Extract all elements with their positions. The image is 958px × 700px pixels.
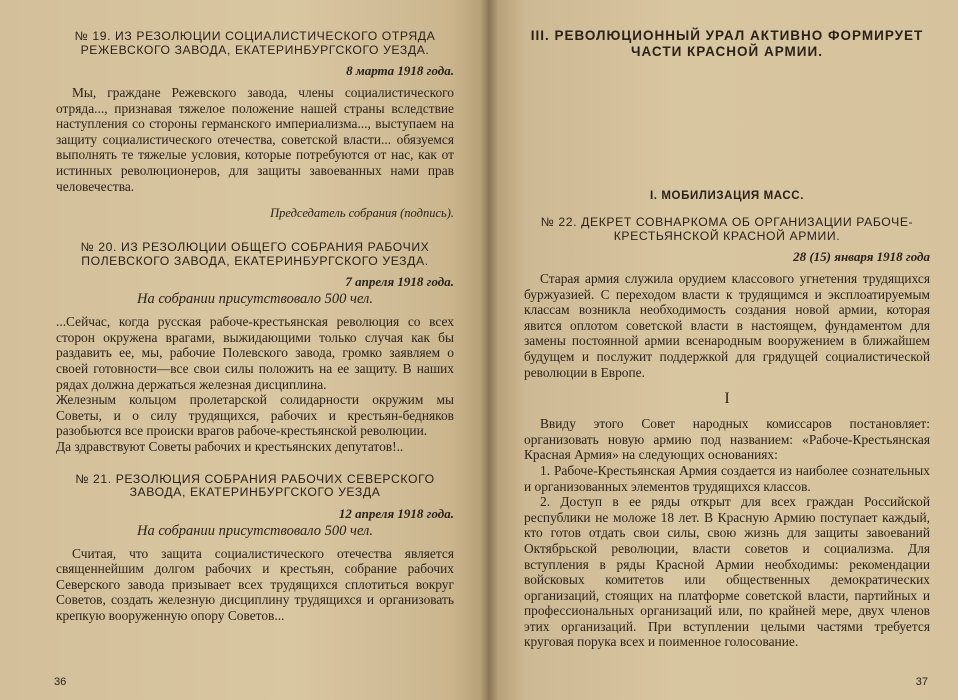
- doc20-paragraph-3: Да здравствуют Советы рабочих и крестьянских депутатов!..: [56, 438, 404, 454]
- book-gutter: [480, 0, 498, 700]
- doc19-signature: Председатель собрания (подпись).: [270, 206, 454, 221]
- page-number-right: 37: [915, 676, 928, 688]
- doc22-item-1: 1. Рабоче-Крестьянская Армия создается из наиболее сознательных и организованных элементов трудящихся классов.: [524, 462, 930, 494]
- doc22-date: 28 (15) января 1918 года: [793, 249, 930, 264]
- doc21-title: № 21. РЕЗОЛЮЦИЯ СОБРАНИЯ РАБОЧИХ СЕВЕРСКОГО ЗАВОДА, ЕКАТЕРИНБУРГСКОГО УЕЗДА: [75, 471, 435, 499]
- doc19-date: 8 марта 1918 года.: [346, 63, 454, 78]
- right-page: [488, 0, 958, 700]
- doc19-title: № 19. ИЗ РЕЗОЛЮЦИИ СОЦИАЛИСТИЧЕСКОГО ОТРЯДА РЕЖЕВСКОГО ЗАВОДА, ЕКАТЕРИНБУРГСКОГО УЕЗДА.: [74, 29, 436, 57]
- doc21-attendance: На собрании присутствовало 500 чел.: [137, 522, 373, 539]
- doc22-decree: Ввиду этого Совет народных комиссаров постановляет: организовать новую армию под названием: «Рабоче-Крестьянская Красная Армия» на следующих основаниях:: [524, 416, 930, 463]
- doc22-title: № 22. ДЕКРЕТ СОВНАРКОМА ОБ ОРГАНИЗАЦИИ РАБОЧЕ-КРЕСТЬЯНСКОЙ КРАСНОЙ АРМИИ.: [540, 215, 914, 243]
- doc19-text: Мы, граждане Режевского завода, члены социалистического отряда..., признавая тяжелое положение нашей страны вследствие наступления со стороны германского империализма..., выступаем на защиту социалистического отечества, советской власти... обязуемся выполнять те тяжелые условия, которые потребуются от нас, как от истинных революционеров, для защиты завоеванных нами прав человечества.: [56, 85, 454, 194]
- doc20-paragraph-2: Железным кольцом пролетарской солидарности окружим мы Советы, и о силу трудящихся, рабочих и крестьян-бедняков разобьются все происки врагов рабоче-крестьянской революции.: [56, 392, 454, 439]
- doc22-item-2: 2. Доступ в ее ряды открыт для всех граждан Российской республики не моложе 18 лет. В Красную Армию поступает каждый, кто готов отдать свои силы, свою жизнь для защиты завоеваний Октябрьской революции, власти советов и социализма. Для вступления в ряды Красной Армии необходимы: рекомендации войсковых комитетов или общественных демократических организаций, стоящих на платформе советской власти, партийных и профессиональных организаций или, по крайней мере, двух членов этих организаций. При вступлении целыми частями требуется круговая порука всех и поименное голосование.: [524, 494, 930, 650]
- doc22-part-numeral: I: [724, 390, 730, 408]
- doc22-intro: Старая армия служила орудием классового угнетения трудящихся буржуазией. С переходом власти к трудящимся и эксплоатируемым классам возникла необходимость создания новой армии, которая явится оплотом советской власти в настоящем, фундаментом для замены постоянной армии всенародным вооружением в ближайшем будущем и послужит поддержкой для грядущей социалистической революции в Европе.: [524, 271, 930, 380]
- doc20-title: № 20. ИЗ РЕЗОЛЮЦИИ ОБЩЕГО СОБРАНИЯ РАБОЧИХ ПОЛЕВСКОГО ЗАВОДА, ЕКАТЕРИНБУРГСКОГО УЕЗДА.: [80, 240, 430, 268]
- doc21-date: 12 апреля 1918 года.: [338, 505, 454, 521]
- chapter-title: III. РЕВОЛЮЦИОННЫЙ УРАЛ АКТИВНО ФОРМИРУЕТ ЧАСТИ КРАСНОЙ АРМИИ.: [530, 28, 924, 59]
- doc20-paragraph-1: ...Сейчас, когда русская рабоче-крестьянская революция со всех сторон окружена врагами, выжидающими только случая как бы раздавить ее, мы, рабочие Полевского завода, громко заявляем о своей готовности—все свои силы положить на ее защиту. В наших рядах должна держаться железная дисциплина.: [56, 314, 454, 392]
- doc20-attendance: На собрании присутствовало 500 чел.: [137, 291, 373, 308]
- doc20-date: 7 апреля 1918 года.: [345, 274, 454, 290]
- doc21-text: Считая, что защита социалистического отечества является священнейшим долгом рабочих и крестьян, собрание рабочих Северского завода призывает всех трудящихся сплотиться вокруг Советов, создать железную дисциплину трудящихся и организовать крепкую вооруженную опору Советов...: [56, 545, 454, 623]
- section-title: I. МОБИЛИЗАЦИЯ МАСС.: [649, 190, 804, 202]
- page-number-left: 36: [54, 676, 67, 688]
